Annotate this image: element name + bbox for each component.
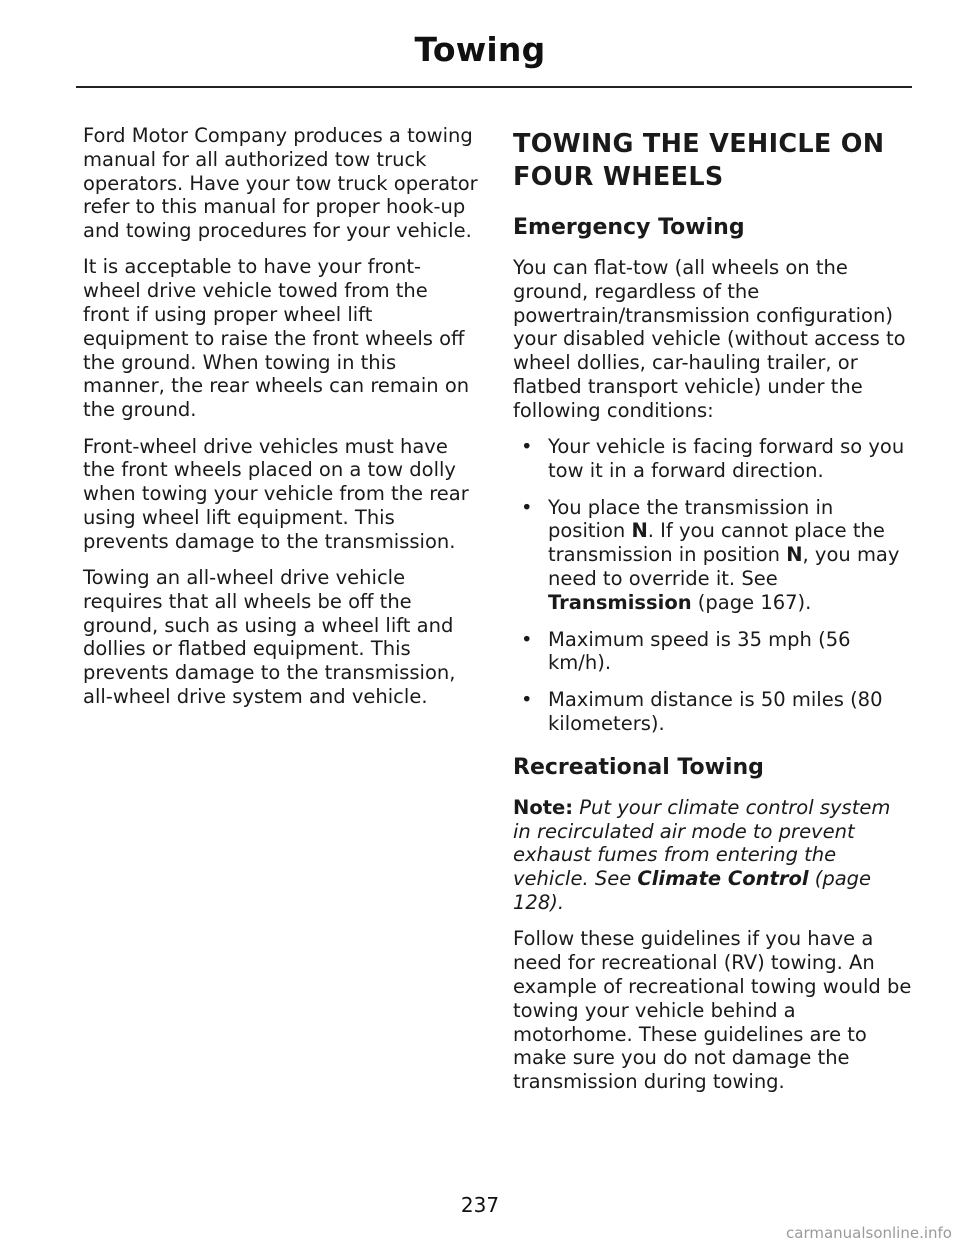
- right-column: [513, 124, 913, 1106]
- section-title-line1: TOWING THE VEHICLE ON: [513, 129, 885, 159]
- recreational-towing-heading: Recreational Towing: [513, 754, 764, 780]
- bullet-text: Maximum distance is 50 miles (80 kilometers).: [548, 688, 883, 736]
- note-label: Note:: [513, 795, 574, 819]
- page-number: 237: [460, 1193, 500, 1217]
- bullet-glyph: •: [521, 688, 533, 712]
- bullet-glyph: •: [521, 435, 533, 459]
- bullet-text: Your vehicle is facing forward so you tow it in a forward direction.: [548, 435, 905, 482]
- note-text: Put your climate control system in recirculated air mode to prevent exhaust fumes from entering the vehicle. See: [513, 795, 891, 891]
- page-reference: (page 167).: [691, 590, 812, 614]
- bullet-glyph: •: [521, 627, 533, 651]
- list-item: [513, 688, 913, 736]
- gear-position-n: N: [786, 543, 803, 567]
- paragraph-towing-manual: Ford Motor Company produces a towing manual for all authorized tow truck operators. Have your tow truck operator refer to this manual for proper hook-up and towing procedures for your vehicle.: [83, 124, 478, 243]
- bullet-text: Maximum speed is 35 mph (56 km/h).: [548, 627, 851, 675]
- note-page-reference: (page 128).: [513, 867, 872, 915]
- left-column: [83, 124, 478, 721]
- transmission-reference-link[interactable]: Transmission: [548, 590, 692, 614]
- list-item: [513, 435, 913, 483]
- list-item: [513, 496, 913, 615]
- bullet-glyph: •: [521, 495, 533, 519]
- paragraph-all-wheel-drive: Towing an all-wheel drive vehicle requires that all wheels be off the ground, such as using a wheel lift and dollies or flatbed equipment. This prevents damage to the transmission, all-wheel drive system and vehicle.: [83, 566, 456, 709]
- note: [513, 796, 913, 915]
- conditions-list: [513, 435, 913, 736]
- list-item: [513, 628, 913, 676]
- bullet-text-a: You place the transmission in position: [548, 495, 834, 543]
- header-divider: [76, 86, 912, 88]
- watermark: carmanualsonline.info: [786, 1224, 952, 1242]
- paragraph-front-wheel-towing: It is acceptable to have your front-wheel drive vehicle towed from the front if using proper wheel lift equipment to raise the front wheels off the ground. When towing in this manner, the rear wheels can remain on the ground.: [83, 255, 470, 422]
- page-title: Towing: [414, 30, 546, 69]
- emergency-towing-heading: Emergency Towing: [513, 215, 745, 240]
- paragraph-tow-dolly: Front-wheel drive vehicles must have the front wheels placed on a tow dolly when towing your vehicle from the rear using wheel lift equipment. This prevents damage to the transmission.: [83, 434, 469, 553]
- climate-control-reference-link[interactable]: Climate Control: [637, 867, 809, 891]
- bullet-text-c: , you may need to override it. See: [548, 543, 900, 591]
- emergency-intro: You can flat-tow (all wheels on the ground, regardless of the powertrain/transmission configuration) your disabled vehicle (without access to wheel dollies, car-hauling trailer, or flatbed transport vehicle) under the following conditions:: [513, 256, 906, 422]
- gear-position-n: N: [631, 519, 648, 543]
- recreational-paragraph: Follow these guidelines if you have a need for recreational (RV) towing. An example of recreational towing would be towing your vehicle behind a motorhome. These guidelines are to make sure you do not damage the transmission during towing.: [513, 927, 912, 1094]
- section-title-line2: FOUR WHEELS: [513, 162, 724, 192]
- bullet-text-b: . If you cannot place the transmission in position: [548, 519, 885, 567]
- section-title: [513, 128, 913, 194]
